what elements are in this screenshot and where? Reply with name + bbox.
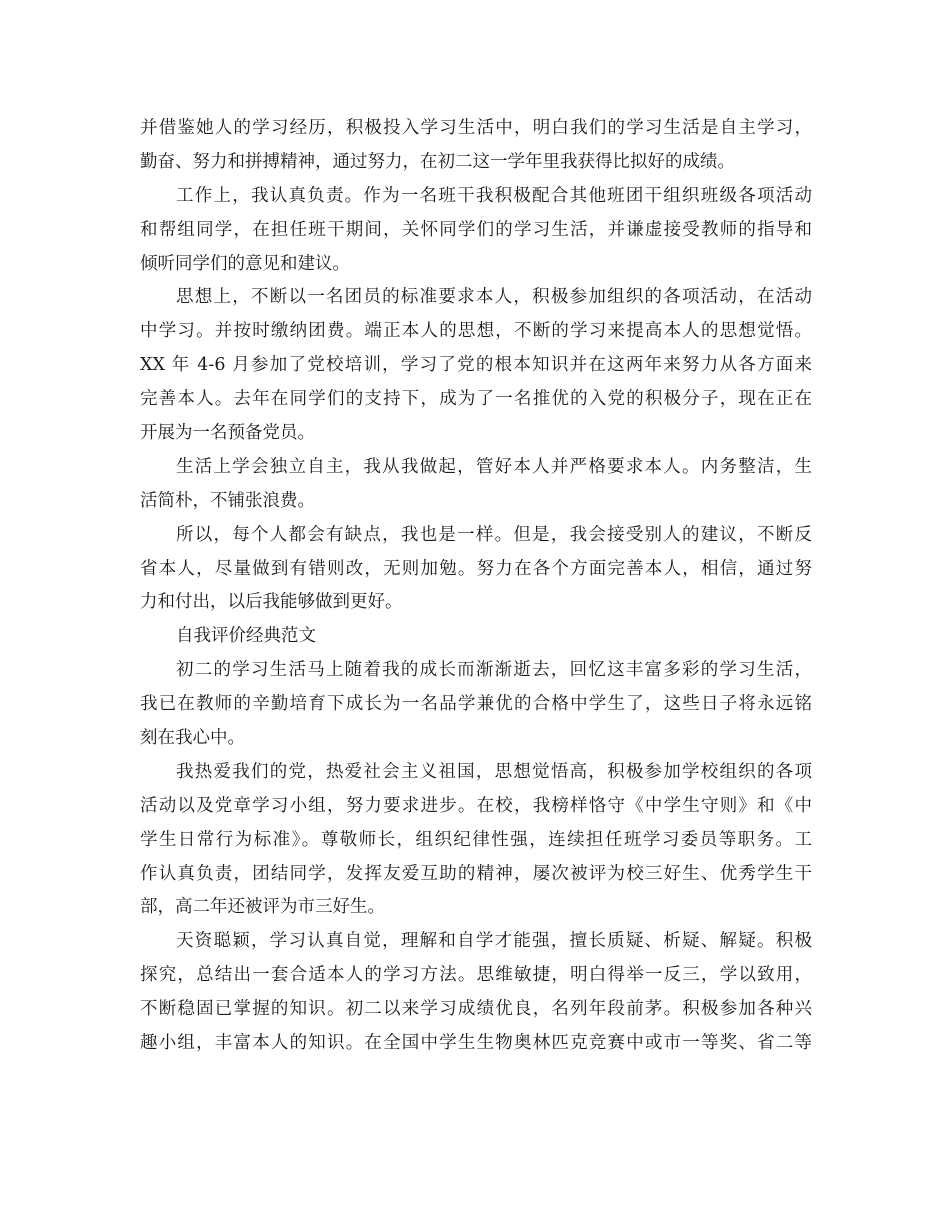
text-line: 不断稳固已掌握的知识。初二以来学习成绩优良，名列年段前茅。积极参加各种兴 xyxy=(140,999,812,1020)
text-line: 倾听同学们的意见和建议。 xyxy=(140,253,350,274)
text-line: 所以，每个人都会有缺点，我也是一样。但是，我会接受别人的建议，不断反 xyxy=(176,524,812,545)
text-line: 我已在教师的辛勤培育下成长为一名品学兼优的合格中学生了，这些日子将永远铭 xyxy=(140,694,812,715)
text-line: 初二的学习生活马上随着我的成长而渐渐逝去，回忆这丰富多彩的学习生活， xyxy=(176,660,812,681)
text-line: 勤奋、努力和拼搏精神，通过努力，在初二这一学年里我获得比拟好的成绩。 xyxy=(140,151,735,172)
text-line: 省本人，尽量做到有错则改，无则加勉。努力在各个方面完善本人，相信，通过努 xyxy=(140,558,812,579)
text-line: 作认真负责，团结同学，发挥友爱互助的精神，屡次被评为校三好生、优秀学生干 xyxy=(140,863,812,884)
text-line: XX 年 4-6 月参加了党校培训，学习了党的根本知识并在这两年来努力从各方面来 xyxy=(140,355,812,376)
text-line: 活简朴，不铺张浪费。 xyxy=(140,490,315,511)
text-line: 并借鉴她人的学习经历，积极投入学习生活中，明白我们的学习生活是自主学习， xyxy=(140,118,812,138)
text-line: 活动以及党章学习小组，努力要求进步。在校，我榜样恪守《中学生守则》和《中 xyxy=(140,795,812,816)
text-line: 刻在我心中。 xyxy=(140,728,245,749)
text-line: 中学习。并按时缴纳团费。端正本人的思想，不断的学习来提高本人的思想觉悟。 xyxy=(140,321,812,342)
text-line: 趣小组，丰富本人的知识。在全国中学生生物奥林匹克竞赛中或市一等奖、省二等 xyxy=(140,1033,812,1054)
document-body xyxy=(140,112,812,1061)
text-line: 部，高二年还被评为市三好生。 xyxy=(140,897,385,918)
text-line: 开展为一名预备党员。 xyxy=(140,423,315,444)
text-line: 完善本人。去年在同学们的支持下，成为了一名推优的入党的积极分子，现在正在 xyxy=(140,389,812,410)
text-line: 生活上学会独立自主，我从我做起，管好本人并严格要求本人。内务整洁，生 xyxy=(176,456,812,477)
text-line: 工作上，我认真负责。作为一名班干我积极配合其他班团干组织班级各项活动 xyxy=(176,185,812,206)
text-line: 学生日常行为标准》。尊敬师长，组织纪律性强，连续担任班学习委员等职务。工 xyxy=(140,829,812,850)
text-line: 探究，总结出一套合适本人的学习方法。思维敏捷，明白得举一反三，学以致用， xyxy=(140,965,812,986)
text-line: 思想上，不断以一名团员的标准要求本人，积极参加组织的各项活动，在活动 xyxy=(176,287,812,308)
text-line: 自我评价经典范文 xyxy=(176,626,316,647)
text-line: 天资聪颖，学习认真自觉，理解和自学才能强，擅长质疑、析疑、解疑。积极 xyxy=(176,931,812,952)
text-line: 我热爱我们的党，热爱社会主义祖国，思想觉悟高，积极参加学校组织的各项 xyxy=(176,761,812,782)
text-line: 和帮组同学，在担任班干期间，关怀同学们的学习生活，并谦虚接受教师的指导和 xyxy=(140,219,812,240)
text-line: 力和付出，以后我能够做到更好。 xyxy=(140,592,403,613)
